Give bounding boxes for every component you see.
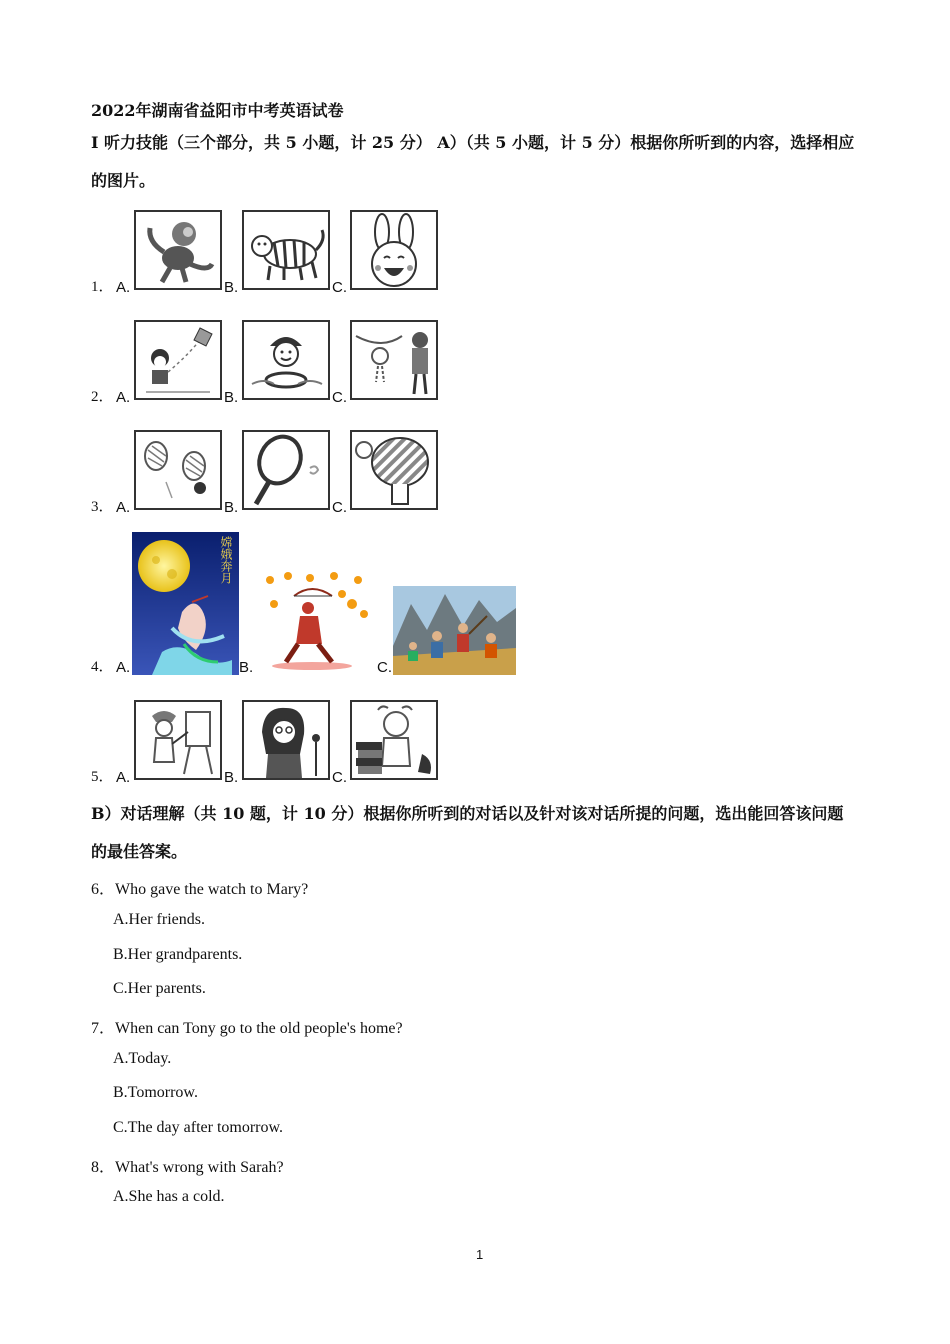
question-7: 7．When can Tony go to the old people's home? [91,1020,403,1037]
tennis-racket-icon[interactable] [242,430,330,510]
picture-question-3 [91,430,491,516]
option-c-label: C. [377,659,392,676]
section-a-line-2: 的图片。 [91,171,156,190]
yu-gong-moving-mountains-image[interactable] [393,586,516,675]
option-b-label: B. [224,279,239,296]
question-8: 8．What's wrong with Sarah? [91,1159,284,1176]
boxing-gloves-icon[interactable] [134,430,222,510]
reading-girl-icon[interactable] [350,700,438,780]
change-flying-to-moon-image[interactable] [132,532,239,675]
option-a-label: A. [116,769,131,786]
question-8-option-a[interactable]: A.She has a cold. [113,1188,225,1205]
question-7-option-b[interactable]: B.Tomorrow. [113,1084,198,1101]
kite-boy-icon[interactable] [134,320,222,400]
image-caption: 嫦娥奔月 [219,536,233,584]
ping-pong-paddle-icon[interactable] [350,430,438,510]
section-b-line-2: 的最佳答案。 [91,842,188,861]
option-c-label: C. [332,389,347,406]
option-b-label: B. [224,769,239,786]
question-6-option-c[interactable]: C.Her parents. [113,980,206,997]
option-c-label: C. [332,499,347,516]
picture-question-2 [91,320,491,406]
rabbit-icon[interactable] [350,210,438,290]
question-number: 5． [91,769,114,785]
picture-question-1 [91,210,491,296]
picture-question-4 [91,532,521,676]
section-b-heading [91,795,881,871]
section-a-heading [91,124,881,200]
option-b-label: B. [239,659,254,676]
swimming-boy-icon[interactable] [242,320,330,400]
page-number: 1 [476,1247,484,1262]
question-6-option-b[interactable]: B.Her grandparents. [113,946,243,963]
snowman-icon[interactable] [350,320,438,400]
singing-girl-icon[interactable] [242,700,330,780]
question-7-option-c[interactable]: C.The day after tomorrow. [113,1119,284,1136]
option-a-label: A. [116,499,131,516]
exam-title: 2022年湖南省益阳市中考英语试卷 [91,101,344,120]
option-a-label: A. [116,659,131,676]
option-b-label: B. [224,389,239,406]
question-number: 1． [91,279,114,295]
question-7-option-a[interactable]: A.Today. [113,1050,172,1067]
section-b-line-1: B）对话理解（共 10 题，计 10 分）根据你所听到的对话以及针对该对话所提的问题，选出能回答该问题 [91,804,844,823]
question-6-option-a[interactable]: A.Her friends. [113,911,205,928]
monkey-icon[interactable] [134,210,222,290]
question-6: 6．Who gave the watch to Mary? [91,881,309,898]
picture-question-5 [91,700,491,786]
option-c-label: C. [332,279,347,296]
question-number: 2． [91,389,114,405]
hou-yi-shooting-suns-image[interactable] [258,570,374,672]
question-number: 4． [91,659,114,675]
option-a-label: A. [116,389,131,406]
painting-girl-icon[interactable] [134,700,222,780]
option-c-label: C. [332,769,347,786]
option-a-label: A. [116,279,131,296]
question-number: 3． [91,499,114,515]
tiger-icon[interactable] [242,210,330,290]
section-a-line-1: I 听力技能（三个部分，共 5 小题，计 25 分） A）（共 5 小题，计 5 分）根据你所听到的内容，选择相应 [91,133,855,152]
option-b-label: B. [224,499,239,516]
